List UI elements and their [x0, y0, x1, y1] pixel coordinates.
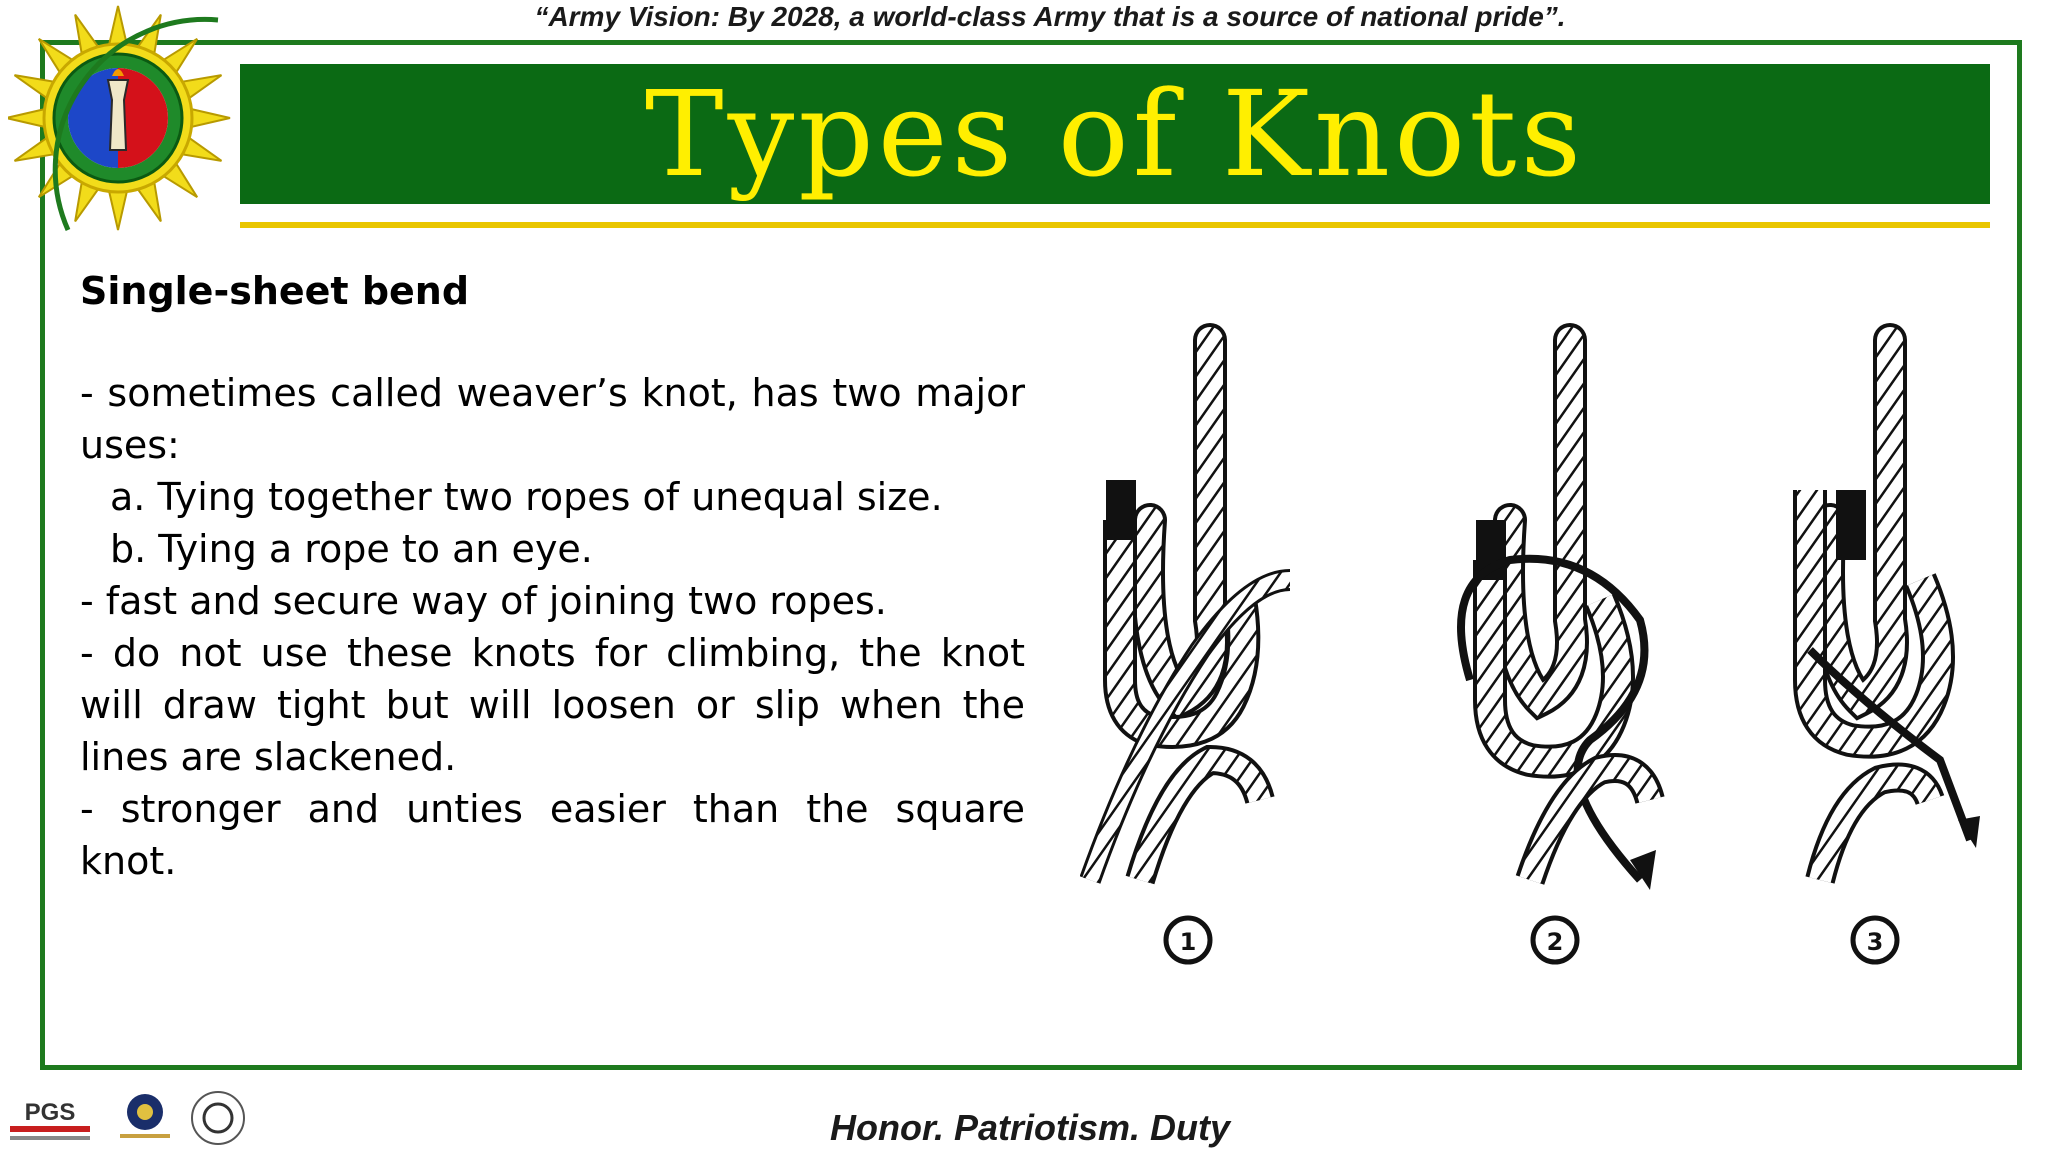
- footer-badges: [0, 1090, 260, 1152]
- governance-seal-icon: [120, 1094, 170, 1138]
- knot-step-2: [1461, 340, 1656, 890]
- step-label-2: [1533, 918, 1577, 962]
- army-seal-icon: [8, 0, 268, 240]
- seal-ray: [109, 191, 127, 230]
- round-seal-icon: [192, 1092, 244, 1144]
- step-label-3: [1853, 918, 1897, 962]
- section-heading: Single-sheet bend: [80, 269, 470, 313]
- army-vision-text: “Army Vision: By 2028, a world-class Army that is a source of national pride”.: [534, 1, 1566, 32]
- content-area: [80, 265, 1025, 887]
- text-line: - sometimes called weaver’s knot, has two major uses:: [80, 371, 1025, 467]
- text-line: - fast and secure way of joining two ropes.: [80, 579, 887, 623]
- title-underline: [240, 222, 1990, 228]
- step-label-1: [1166, 918, 1210, 962]
- text-line: a. Tying together two ropes of unequal size.: [110, 475, 943, 519]
- pgs-badge-text: PGS: [24, 1099, 76, 1126]
- step-label-text: 2: [1546, 928, 1564, 956]
- step-label-text: 1: [1179, 928, 1197, 956]
- text-line: - stronger and unties easier than the square knot.: [80, 787, 1025, 883]
- knot-illustration: [1080, 320, 1980, 1000]
- pgs-badge-icon: [10, 1099, 90, 1140]
- motto-text: Honor. Patriotism. Duty: [829, 1107, 1231, 1148]
- seal-ray: [191, 109, 230, 127]
- text-line: b. Tying a rope to an eye.: [110, 527, 593, 571]
- knot-step-1: [1090, 340, 1290, 880]
- text-line: - do not use these knots for climbing, the knot will draw tight but will loosen or slip when the lines are slackened.: [80, 631, 1025, 779]
- step-label-text: 3: [1866, 928, 1884, 956]
- knot-step-3: [1810, 340, 1980, 880]
- slide-title: Types of Knots: [644, 65, 1586, 203]
- seal-ray: [8, 109, 45, 127]
- seal-ray: [109, 6, 127, 45]
